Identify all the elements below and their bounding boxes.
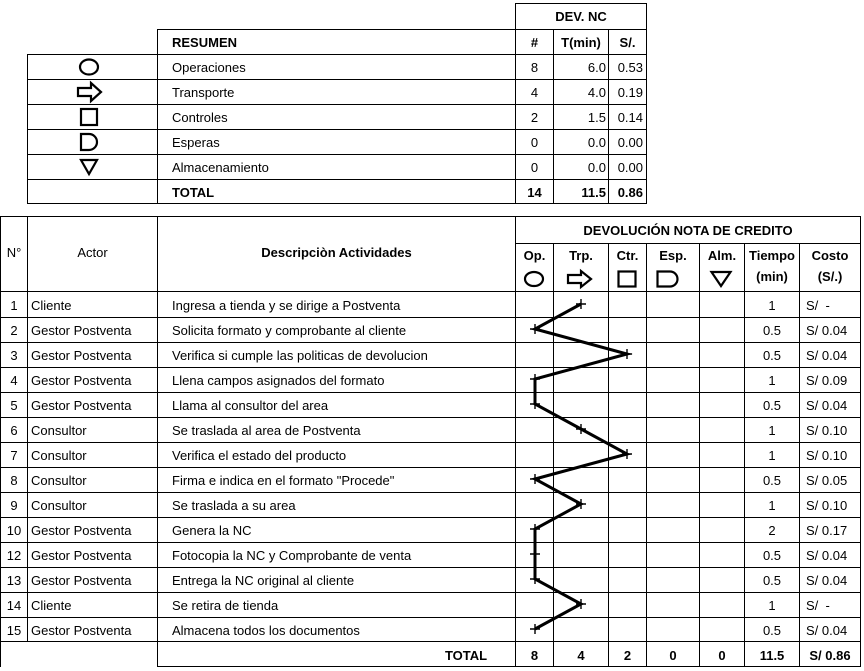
summary-total-cost: 0.86 <box>617 185 643 200</box>
detail-row-time: 1 <box>768 423 776 438</box>
summary-col-time: T(min) <box>561 35 601 50</box>
detail-row-actor: Gestor Postventa <box>31 573 132 588</box>
detail-row-num: 7 <box>10 448 18 463</box>
summary-row-cost: 0.19 <box>617 85 643 100</box>
detail-col-op: Op. <box>523 248 546 263</box>
detail-row-num: 4 <box>10 373 18 388</box>
detail-row-time: 0.5 <box>762 573 782 588</box>
detail-row-time: 1 <box>768 298 776 313</box>
summary-row-label: Almacenamiento <box>172 160 269 175</box>
summary-row-cost: 0.00 <box>617 160 643 175</box>
summary-row-time: 1.5 <box>587 110 606 125</box>
detail-total-cost: S/ 0.86 <box>809 648 851 663</box>
detail-total-alm: 0 <box>718 648 726 663</box>
summary-total-num: 14 <box>527 185 542 200</box>
detail-row-actor: Gestor Postventa <box>31 373 132 388</box>
summary-row-cost: 0.53 <box>617 60 643 75</box>
detail-row-num: 15 <box>6 623 22 638</box>
detail-row-num: 2 <box>10 323 18 338</box>
summary-row-num: 2 <box>530 110 539 125</box>
detail-row-actor: Consultor <box>31 423 87 438</box>
detail-row-actor: Consultor <box>31 498 87 513</box>
detail-row-desc: Se retira de tienda <box>172 598 279 613</box>
detail-row-num: 3 <box>10 348 18 363</box>
summary-row-num: 0 <box>530 135 539 150</box>
detail-row-actor: Gestor Postventa <box>31 323 132 338</box>
detail-row-cost: S/ 0.05 <box>806 473 848 488</box>
summary-col-cost: S/. <box>619 35 636 50</box>
detail-row-time: 0.5 <box>762 348 782 363</box>
summary-col-num: # <box>530 35 539 50</box>
detail-col-time: Tiempo <box>749 248 795 263</box>
detail-row-num: 9 <box>10 498 18 513</box>
detail-row-desc: Genera la NC <box>172 523 252 538</box>
flow-point-3 <box>622 349 632 359</box>
detail-row-desc: Verifica si cumple las politicas de devolucion <box>172 348 428 363</box>
summary-row-time: 0.0 <box>587 160 606 175</box>
summary-row-time: 4.0 <box>587 85 606 100</box>
detail-row-cost: S/ 0.04 <box>806 623 848 638</box>
detail-row-desc: Se traslada a su area <box>172 498 296 513</box>
summary-row-label: Controles <box>172 110 228 125</box>
summary-total-time: 11.5 <box>581 185 606 200</box>
summary-row-num: 4 <box>530 85 539 100</box>
detail-row-time: 2 <box>768 523 776 538</box>
summary-row-label: Operaciones <box>172 60 246 75</box>
summary-row-time: 0.0 <box>587 135 606 150</box>
detail-col-ctr: Ctr. <box>616 248 639 263</box>
detail-row-actor: Consultor <box>31 473 87 488</box>
detail-row-desc: Fotocopia la NC y Comprobante de venta <box>172 548 412 563</box>
detail-col-esp: Esp. <box>659 248 687 263</box>
detail-col-cost: Costo <box>811 248 849 263</box>
detail-row-num: 1 <box>10 298 18 313</box>
detail-row-cost: S/ 0.17 <box>806 523 848 538</box>
detail-total-trp: 4 <box>577 648 585 663</box>
detail-row-actor: Cliente <box>31 598 72 613</box>
detail-row-cost: S/ - <box>806 598 830 613</box>
detail-total-time: 11.5 <box>759 648 785 663</box>
detail-total-ctr: 2 <box>623 648 632 663</box>
detail-row-cost: S/ 0.04 <box>806 398 848 413</box>
flow-point-11 <box>530 549 540 559</box>
detail-col-num: N° <box>6 245 22 260</box>
detail-row-num: 13 <box>6 573 22 588</box>
detail-row-num: 10 <box>6 523 22 538</box>
summary-row-time: 6.0 <box>587 60 606 75</box>
detail-row-cost: S/ 0.10 <box>806 423 848 438</box>
flow-point-4 <box>530 374 540 384</box>
detail-row-actor: Gestor Postventa <box>31 548 132 563</box>
detail-row-time: 0.5 <box>762 473 782 488</box>
summary-row-label: Esperas <box>172 135 220 150</box>
detail-row-time: 1 <box>768 373 776 388</box>
summary-total-label: TOTAL <box>172 185 215 200</box>
detail-row-time: 1 <box>768 598 776 613</box>
detail-row-desc: Llena campos asignados del formato <box>172 373 385 388</box>
detail-row-actor: Consultor <box>31 448 87 463</box>
detail-row-time: 1 <box>768 498 776 513</box>
detail-row-desc: Verifica el estado del producto <box>172 448 347 463</box>
detail-row-desc: Entrega la NC original al cliente <box>172 573 355 588</box>
detail-row-desc: Llama al consultor del area <box>172 398 329 413</box>
detail-row-desc: Almacena todos los documentos <box>172 623 360 638</box>
summary-row-cost: 0.00 <box>617 135 643 150</box>
detail-row-desc: Solicita formato y comprobante al cliente <box>172 323 407 338</box>
detail-row-desc: Ingresa a tienda y se dirige a Postventa <box>172 298 401 313</box>
detail-total-label: TOTAL <box>444 648 488 663</box>
detail-row-actor: Gestor Postventa <box>31 623 132 638</box>
summary-row-num: 0 <box>530 160 539 175</box>
detail-row-num: 12 <box>6 548 22 563</box>
detail-row-actor: Gestor Postventa <box>31 348 132 363</box>
detail-row-actor: Gestor Postventa <box>31 398 132 413</box>
detail-row-num: 8 <box>10 473 18 488</box>
summary-group-header: DEV. NC <box>555 9 607 24</box>
detail-row-time: 0.5 <box>762 323 782 338</box>
flow-line <box>535 304 627 629</box>
detail-row-cost: S/ 0.09 <box>806 373 848 388</box>
detail-row-time: 0.5 <box>762 398 782 413</box>
detail-total-op: 8 <box>530 648 539 663</box>
detail-row-cost: S/ 0.04 <box>806 548 848 563</box>
detail-row-num: 6 <box>10 423 18 438</box>
detail-row-time: 0.5 <box>762 548 782 563</box>
detail-row-cost: S/ 0.10 <box>806 498 848 513</box>
detail-row-time: 1 <box>768 448 776 463</box>
detail-row-cost: S/ 0.04 <box>806 323 848 338</box>
detail-row-cost: S/ 0.04 <box>806 348 848 363</box>
detail-col-cost-unit: (S/.) <box>817 269 843 284</box>
summary-title: RESUMEN <box>172 35 238 50</box>
detail-row-num: 5 <box>10 398 18 413</box>
detail-col-trp: Trp. <box>569 248 593 263</box>
summary-row-cost: 0.14 <box>617 110 643 125</box>
detail-total-esp: 0 <box>669 648 677 663</box>
detail-col-time-unit: (min) <box>756 269 788 284</box>
detail-row-cost: S/ 0.04 <box>806 573 848 588</box>
detail-row-num: 14 <box>6 598 22 613</box>
detail-group-header: DEVOLUCIÓN NOTA DE CREDITO <box>583 223 793 238</box>
detail-row-actor: Cliente <box>31 298 72 313</box>
detail-row-cost: S/ 0.10 <box>806 448 848 463</box>
detail-row-desc: Firma e indica en el formato "Procede" <box>172 473 395 488</box>
summary-row-label: Transporte <box>172 85 235 100</box>
detail-col-alm: Alm. <box>707 248 737 263</box>
detail-col-actor: Actor <box>77 245 108 260</box>
detail-row-time: 0.5 <box>762 623 782 638</box>
summary-row-num: 8 <box>530 60 539 75</box>
detail-row-desc: Se traslada al area de Postventa <box>172 423 361 438</box>
detail-row-actor: Gestor Postventa <box>31 523 132 538</box>
detail-row-cost: S/ - <box>806 298 830 313</box>
detail-col-desc: Descripciòn Actividades <box>261 245 412 260</box>
